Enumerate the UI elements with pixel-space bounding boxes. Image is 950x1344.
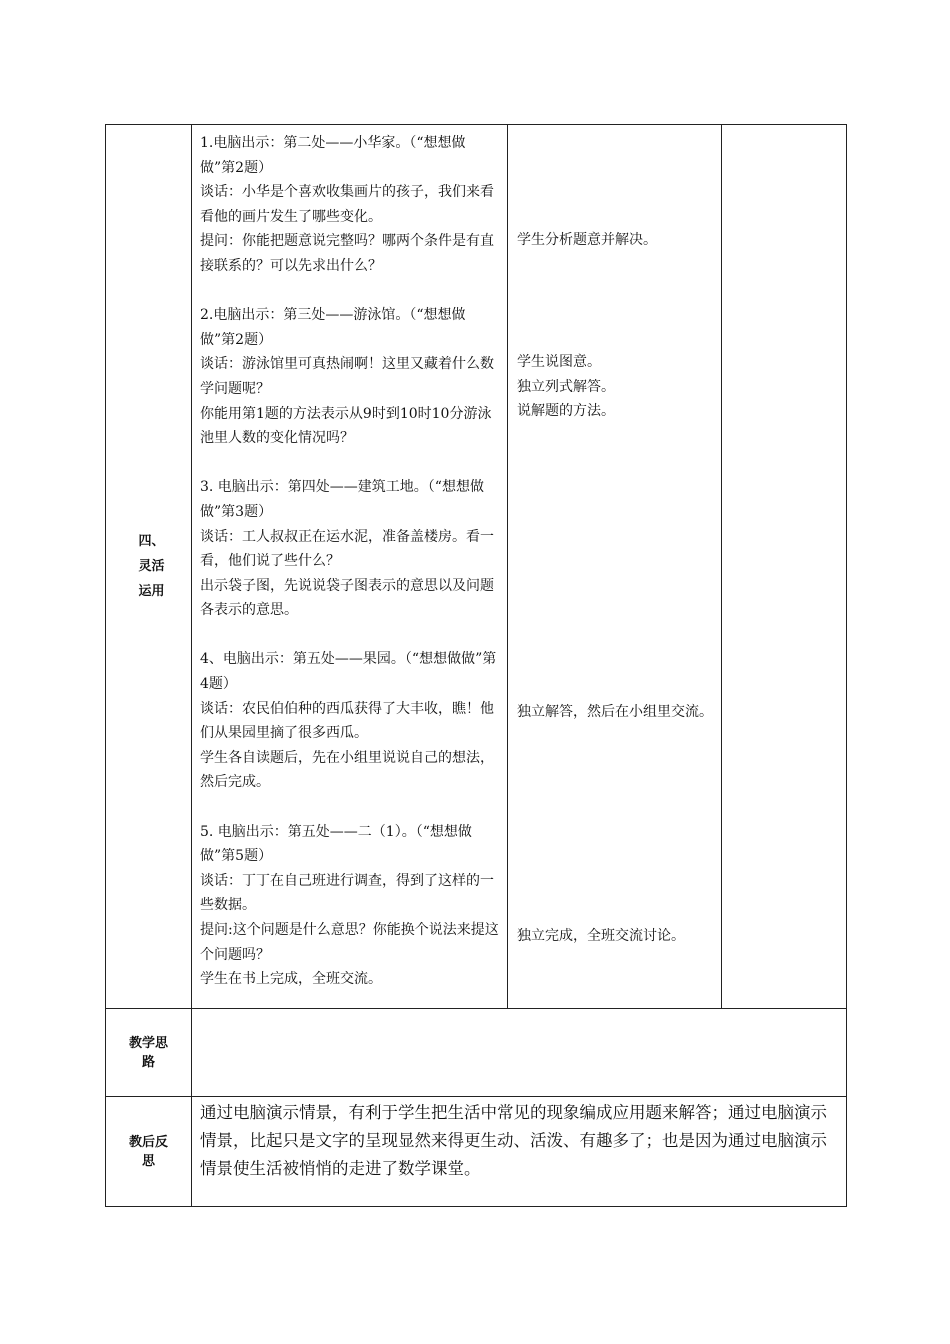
activity-block-3	[200, 475, 499, 623]
flexible-application-row	[106, 125, 847, 1009]
student-line: 独立解答，然后在小组里交流。	[517, 704, 713, 720]
activity-line: 提问：你能把题意说完整吗？哪两个条件是有直接联系的？可以先求出什么？	[200, 233, 494, 274]
activity-line: 学生在书上完成，全班交流。	[200, 971, 382, 988]
activity-line: 谈话：小华是个喜欢收集画片的孩子，我们来看看他的画片发生了哪些变化。	[200, 184, 494, 225]
activity-line: 谈话：丁丁在自己班进行调查，得到了这样的一些数据。	[200, 872, 494, 914]
activity-line: 谈话：工人叔叔正在运水泥，准备盖楼房。看一看，他们说了些什么？	[200, 528, 494, 570]
activity-line: 学生各自读题后，先在小组里说说自己的想法，然后完成。	[200, 749, 494, 791]
activity-block-5	[200, 820, 499, 992]
activity-line: 出示袋子图，先说说袋子图表示的意思以及问题各表示的意思。	[200, 577, 494, 619]
lesson-plan-table	[105, 124, 847, 1207]
stage-cell	[106, 125, 192, 1009]
activity-line: 5. 电脑出示：第五处——二（1）。（“想想做做”第5题）	[200, 823, 472, 865]
teaching-ideas-row	[106, 1009, 847, 1097]
reflection-content: 通过电脑演示情景，有利于学生把生活中常见的现象编成应用题来解答；通过电脑演示情景，比起只是文字的呈现显然来得更生动、活泼、有趣多了；也是因为通过电脑演示情景使生活被悄悄的走进了数学课堂。	[192, 1097, 847, 1207]
notes-cell	[722, 125, 847, 1009]
activity-line: 3. 电脑出示：第四处——建筑工地。（“想想做做”第3题）	[200, 479, 484, 520]
activity-line: 4、电脑出示：第五处——果园。（“想想做做”第4题）	[200, 651, 497, 693]
student-activities-cell	[508, 125, 722, 1009]
student-line: 独立完成，全班交流讨论。	[517, 928, 685, 944]
activity-block-2	[200, 303, 499, 451]
student-note-2	[517, 350, 715, 424]
activity-line: 谈话：农民伯伯种的西瓜获得了大丰收，瞧！他们从果园里摘了很多西瓜。	[200, 700, 494, 742]
activity-block-1	[200, 131, 499, 279]
student-line: 学生说图意。	[517, 354, 601, 370]
student-line: 独立列式解答。	[517, 378, 615, 395]
reflection-label-cell	[106, 1097, 192, 1207]
activity-line: 谈话：游泳馆里可真热闹啊！这里又藏着什么数学问题呢？	[200, 356, 494, 397]
activity-line: 1.电脑出示：第二处——小华家。（“想想做做”第2题）	[200, 135, 466, 176]
activity-line: 你能用第1题的方法表示从9时到10时10分游泳池里人数的变化情况吗？	[200, 405, 492, 447]
teaching-ideas-label-cell	[106, 1009, 192, 1097]
student-line: 说解题的方法。	[517, 403, 615, 420]
stage-label: 四、灵活运用	[138, 534, 165, 599]
student-note-1	[517, 228, 715, 253]
activity-line: 2.电脑出示：第三处——游泳馆。（“想想做做”第2题）	[200, 307, 466, 348]
activity-block-4	[200, 647, 499, 795]
reflection-label: 教后反思	[128, 1134, 168, 1169]
teaching-ideas-label: 教学思路	[128, 1035, 168, 1070]
teacher-activities-cell	[192, 125, 508, 1009]
student-note-4	[517, 924, 715, 949]
reflection-row	[106, 1097, 847, 1207]
student-note-3	[517, 700, 715, 725]
teaching-ideas-content	[192, 1009, 847, 1097]
activity-line: 提问:这个问题是什么意思？你能换个说法来提这个问题吗？	[200, 922, 499, 963]
student-line: 学生分析题意并解决。	[517, 232, 657, 248]
